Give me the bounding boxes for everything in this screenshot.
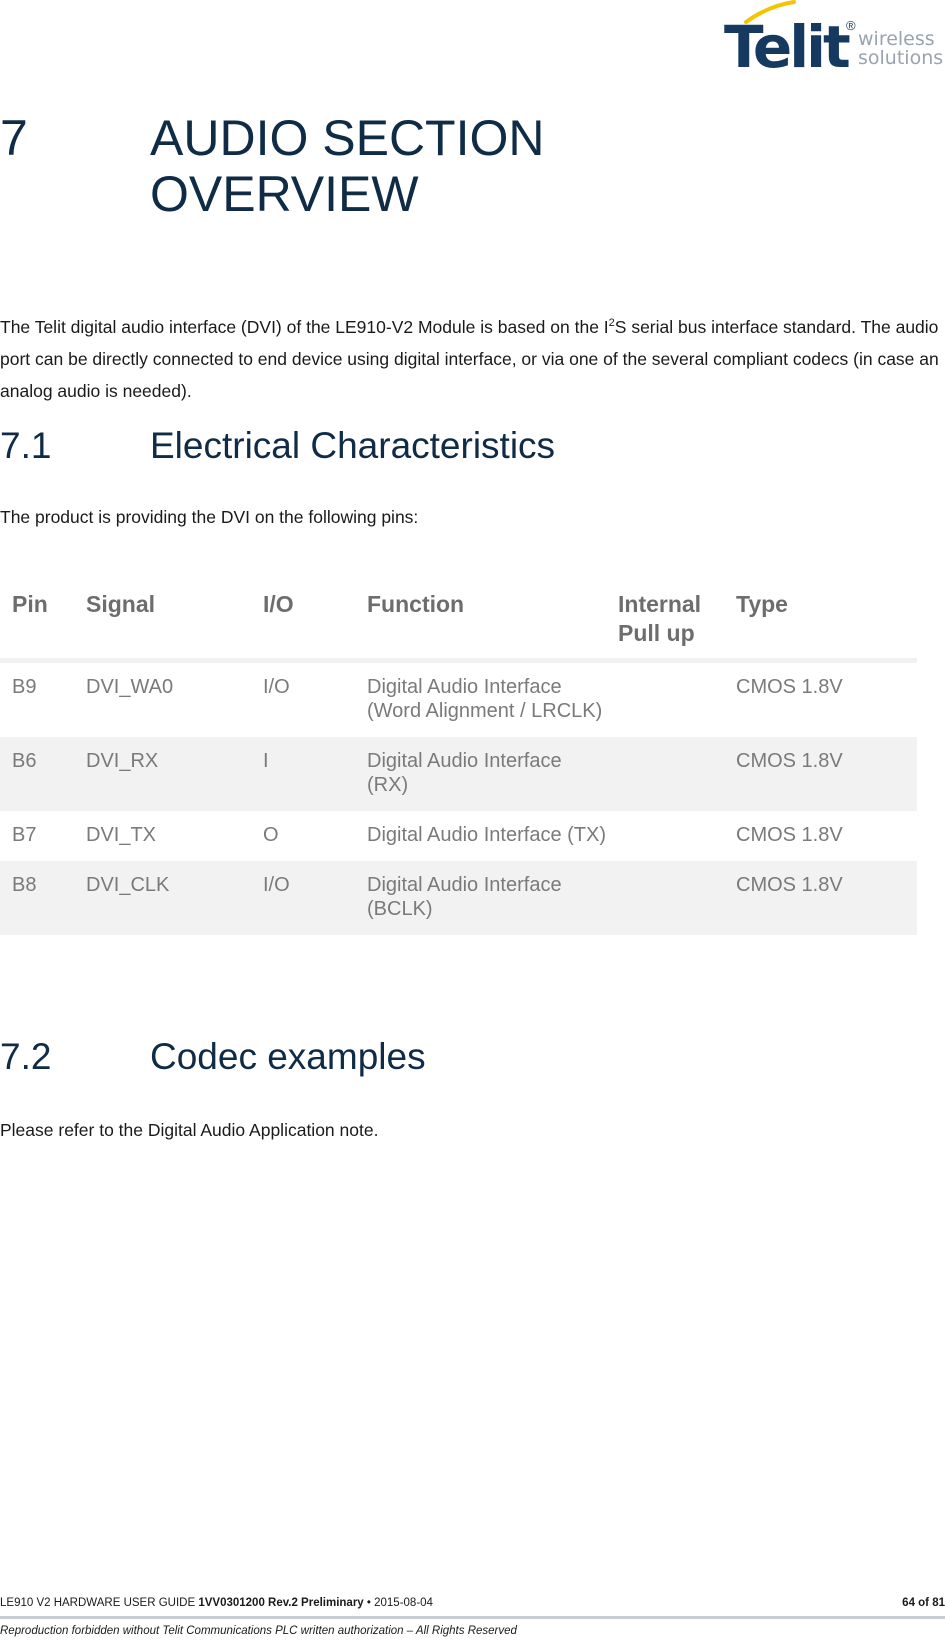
- page-number: 64 of 81: [902, 1597, 945, 1609]
- header-io: I/O: [251, 582, 355, 661]
- logo-registered-mark: ®: [846, 18, 856, 33]
- telit-logo: [722, 0, 945, 100]
- header-function: Function: [355, 582, 606, 661]
- pins-intro-text: The product is providing the DVI on the following pins:: [0, 507, 419, 527]
- dvi-pin-table: [0, 582, 917, 935]
- table-row: B7 DVI_TX O Digital Audio Interface (TX) CMOS 1.8V: [12, 824, 843, 846]
- logo-wordmark: Telit: [724, 13, 848, 81]
- table-row: B6 DVI_RX I Digital Audio Interface (RX) CMOS 1.8V: [0, 737, 917, 811]
- section-title: AUDIO SECTION OVERVIEW: [150, 110, 545, 222]
- footer-doc-info: LE910 V2 HARDWARE USER GUIDE 1VV0301200 Rev.2 Preliminary • 2015-08-04 64 of 81: [0, 1597, 945, 1609]
- header-signal: Signal: [74, 582, 251, 661]
- codec-text: Please refer to the Digital Audio Application note.: [0, 1120, 379, 1140]
- table-row: B9 DVI_WA0 I/O Digital Audio Interface (Word Alignment / LRCLK) CMOS 1.8V: [12, 676, 843, 722]
- footer-notice: Reproduction forbidden without Telit Communications PLC written authorization – All Rights Reserved: [0, 1625, 517, 1637]
- logo-tagline: wireless solutions: [858, 28, 944, 69]
- footer-divider: [0, 1616, 945, 1619]
- intro-paragraph: The Telit digital audio interface (DVI) of the LE910-V2 Module is based on the $I^2S$ serial bus interface standard. The audio port can be directly connected to end device using digital interface, or via one of the several compliant codecs (in case an analog audio is needed).: [0, 317, 939, 401]
- header-type: Type: [724, 582, 917, 661]
- header-pin: Pin: [0, 582, 74, 661]
- table-header-row: [0, 582, 917, 661]
- table-row: B8 DVI_CLK I/O Digital Audio Interface (BCLK) CMOS 1.8V: [0, 861, 917, 935]
- section-number: 7: [0, 110, 28, 166]
- header-pullup: Internal Pull up: [606, 582, 724, 661]
